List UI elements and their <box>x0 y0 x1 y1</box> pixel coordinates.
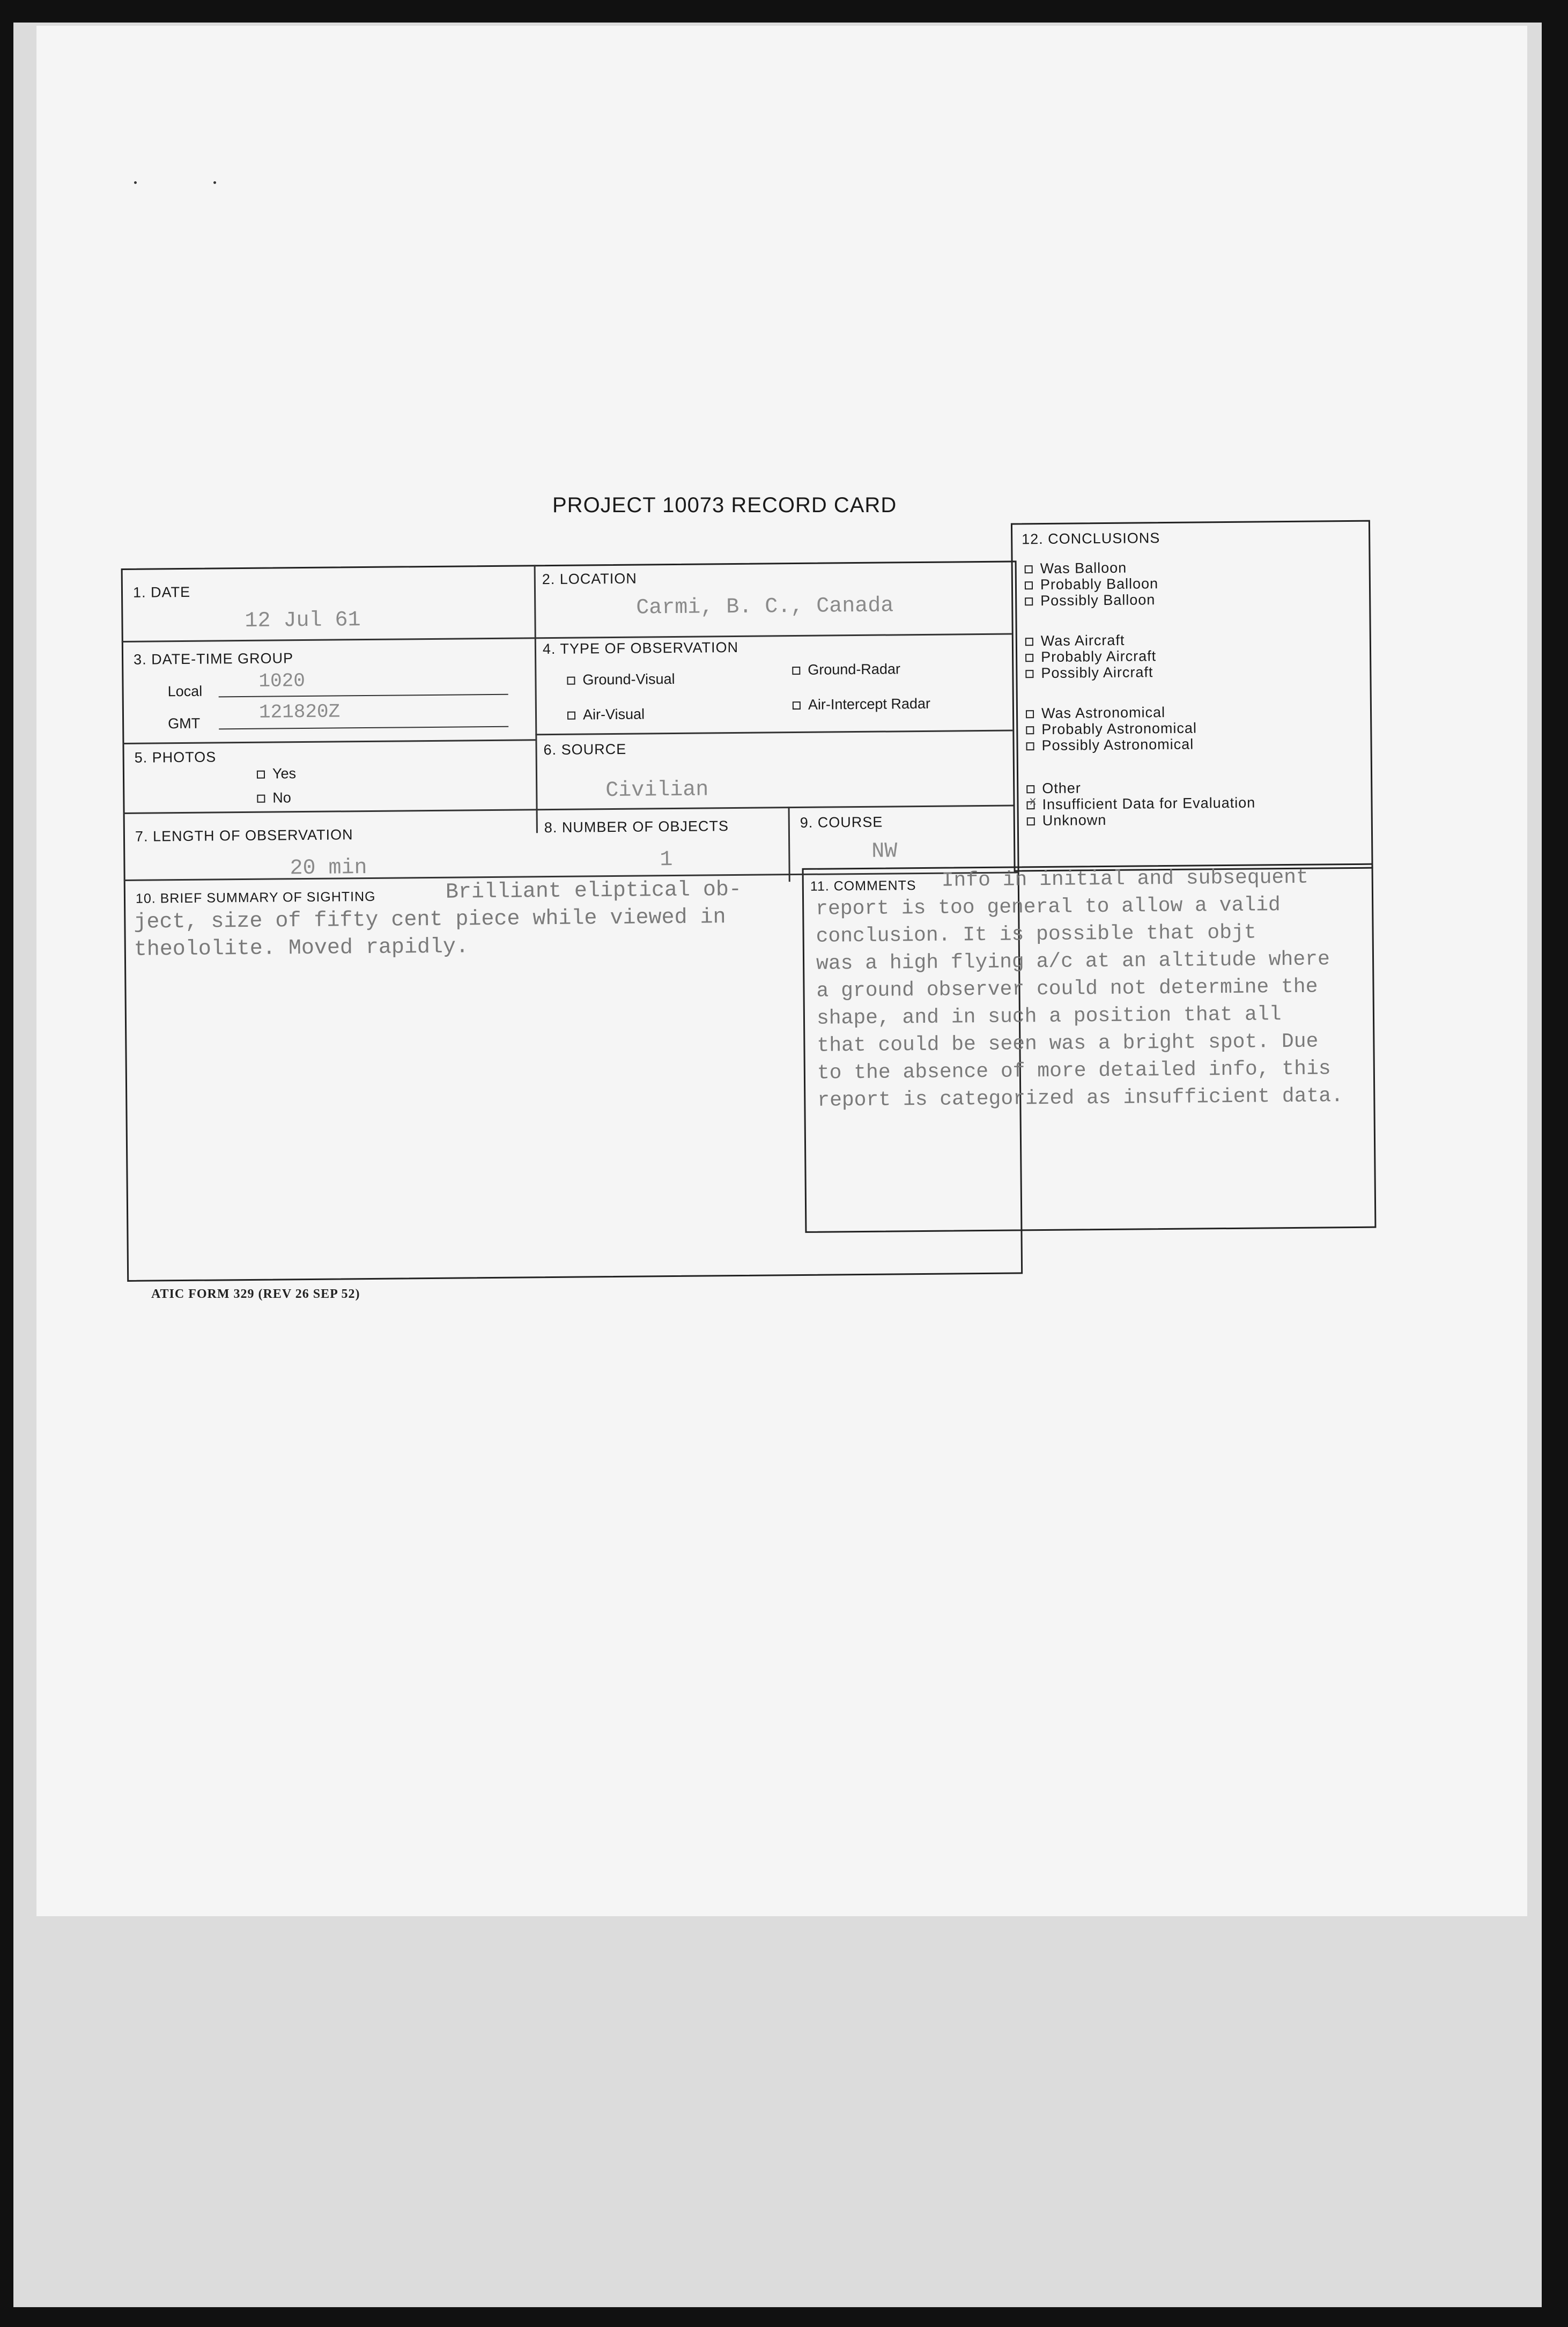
record-card <box>121 520 1377 1282</box>
comment-line: report is too general to allow a valid <box>816 893 1281 921</box>
length-of-observation-value: 20 min <box>290 856 367 881</box>
checkbox <box>257 771 265 779</box>
checkbox <box>1025 670 1033 678</box>
course-value: NW <box>871 839 898 864</box>
checkbox <box>1025 638 1033 646</box>
comment-line: shape, and in such a position that all <box>816 1003 1282 1030</box>
conclusion-probably-balloon <box>1025 575 1158 593</box>
conclusion-unknown <box>1027 812 1107 829</box>
option-ground-visual <box>567 671 675 689</box>
form-footer: ATIC FORM 329 (REV 26 SEP 52) <box>151 1287 360 1301</box>
check-mark-icon: x <box>1029 795 1037 809</box>
conclusion-possibly-aircraft <box>1025 664 1153 682</box>
option-label: Insufficient Data for Evaluation <box>1042 794 1256 813</box>
document-title: PROJECT 10073 RECORD CARD <box>552 493 897 517</box>
option-label: No <box>272 789 291 806</box>
dust-speck <box>213 181 216 184</box>
location-label: 2. LOCATION <box>542 570 637 588</box>
comment-line: was a high flying a/c at an altitude where <box>816 948 1330 976</box>
checkbox <box>1026 786 1034 794</box>
option-label: Was Aircraft <box>1040 632 1125 649</box>
option-label: Air-Intercept Radar <box>808 695 931 713</box>
dust-speck <box>134 181 137 184</box>
comments-label: 11. COMMENTS <box>810 878 916 894</box>
option-label: Possibly Astronomical <box>1041 736 1194 754</box>
comment-line: that could be seen was a bright spot. Due <box>817 1030 1319 1058</box>
option-label: Possibly Balloon <box>1040 592 1156 609</box>
conclusion-probably-astronomical <box>1026 720 1197 738</box>
conclusion-was-aircraft <box>1025 632 1125 650</box>
option-label: Ground-Visual <box>582 670 675 688</box>
option-label: Probably Astronomical <box>1041 720 1197 738</box>
photos-no <box>257 789 291 807</box>
checkbox <box>1026 727 1034 735</box>
number-of-objects-value: 1 <box>660 848 673 873</box>
course-label: 9. COURSE <box>800 814 883 831</box>
checkbox <box>792 667 800 675</box>
option-label: Yes <box>272 765 297 782</box>
local-value: 1020 <box>258 670 306 692</box>
summary-line-1: Brilliant eliptical ob- <box>445 877 742 905</box>
length-of-observation-label: 7. LENGTH OF OBSERVATION <box>135 826 353 845</box>
location-value: Carmi, B. C., Canada <box>636 594 894 620</box>
comment-line: Info in initial and subsequent <box>941 866 1309 892</box>
option-label: Unknown <box>1042 811 1107 829</box>
source-label: 6. SOURCE <box>543 741 627 758</box>
checkbox <box>1025 582 1033 590</box>
checkbox <box>567 677 575 685</box>
checkbox <box>1025 598 1033 606</box>
checkbox <box>1026 743 1034 751</box>
option-label: Other <box>1042 780 1081 797</box>
option-label: Probably Balloon <box>1040 575 1159 593</box>
conclusion-possibly-astronomical <box>1026 736 1194 755</box>
option-ground-radar <box>792 661 900 678</box>
checkbox <box>1026 711 1034 719</box>
source-value: Civilian <box>605 778 709 803</box>
option-air-visual <box>567 706 645 723</box>
checkbox <box>1025 566 1033 574</box>
photos-label: 5. PHOTOS <box>134 749 217 766</box>
comments-text <box>816 863 1386 1114</box>
option-label: Ground-Radar <box>808 661 901 678</box>
checkbox <box>793 701 801 710</box>
photos-yes <box>257 765 296 782</box>
date-value: 12 Jul 61 <box>245 608 361 633</box>
gmt-label: GMT <box>168 715 201 732</box>
conclusion-probably-aircraft <box>1025 648 1156 666</box>
checked-checkbox <box>1026 795 1037 810</box>
conclusions-label: 12. CONCLUSIONS <box>1022 530 1160 548</box>
local-label: Local <box>167 683 203 700</box>
option-label: Air-Visual <box>582 706 645 723</box>
option-label: Probably Aircraft <box>1040 648 1157 666</box>
comment-line: a ground observer could not determine the <box>816 975 1318 1003</box>
conclusion-was-astronomical <box>1026 704 1165 722</box>
checkbox <box>257 795 265 803</box>
comment-line: conclusion. It is possible that objt <box>816 921 1256 948</box>
checkbox <box>1025 654 1033 662</box>
summary-line-2: ject, size of fifty cent piece while viewed in <box>134 905 726 935</box>
checkbox <box>567 712 575 720</box>
option-label: Possibly Aircraft <box>1041 664 1153 682</box>
option-label: Was Astronomical <box>1041 704 1166 722</box>
comment-line: report is categorized as insufficient data. <box>817 1084 1344 1112</box>
checkbox <box>1027 818 1035 826</box>
option-label: Was Balloon <box>1040 559 1127 577</box>
gmt-value: 121820Z <box>258 700 341 723</box>
summary-label: 10. BRIEF SUMMARY OF SIGHTING <box>135 889 376 906</box>
conclusion-other <box>1026 780 1081 797</box>
date-time-group-label: 3. DATE-TIME GROUP <box>133 650 294 668</box>
type-of-observation-label: 4. TYPE OF OBSERVATION <box>542 639 739 658</box>
option-air-intercept-radar <box>793 696 930 713</box>
conclusion-was-balloon <box>1025 560 1127 578</box>
conclusions-list <box>1025 558 1371 872</box>
summary-line-3: theololite. Moved rapidly. <box>134 935 469 962</box>
date-label: 1. DATE <box>132 583 191 601</box>
conclusion-possibly-balloon <box>1025 592 1155 609</box>
comment-line: to the absence of more detailed info, this <box>817 1057 1331 1085</box>
conclusion-insufficient-data <box>1026 795 1255 814</box>
number-of-objects-label: 8. NUMBER OF OBJECTS <box>544 818 729 836</box>
